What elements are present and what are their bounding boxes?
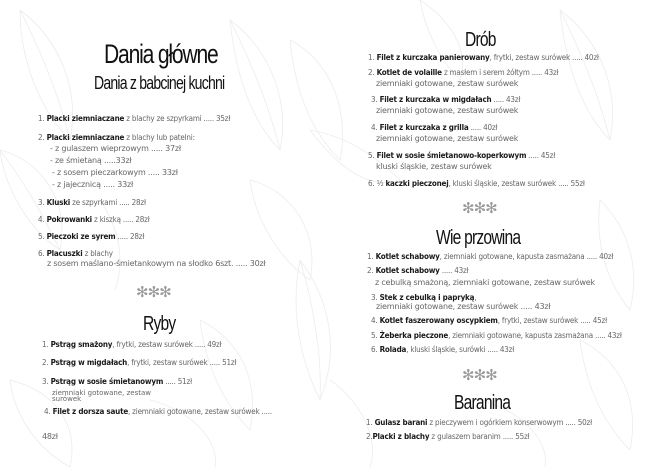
item-description: ziemniaki gotowane, zestaw <box>52 389 151 397</box>
item-name: Filet z kurczaka z grilla <box>379 123 469 132</box>
item-option: - ze śmietaną .....33zł <box>50 156 132 165</box>
item-name: Pokrowanki <box>46 215 92 224</box>
menu-item: 1. Pstrąg smażony, frytki, zestaw surówek ..... 49zł <box>42 340 222 349</box>
item-description: surówek <box>52 395 82 403</box>
item-option: - z jajecznicą ..... 33zł <box>52 180 134 189</box>
item-name: Żeberka pieczone <box>379 331 449 340</box>
item-name: Placki ziemniaczane <box>46 114 125 123</box>
menu-item: 4. Filet z dorsza saute, ziemniaki gotowane, zestaw surówek ..... <box>44 407 272 416</box>
item-description: ziemniaki gotowane, zestaw surówek <box>376 79 519 88</box>
item-name: Pstrąg w migdałach <box>50 358 128 367</box>
menu-item: 5. Filet w sosie śmietanowo-koperkowym ..... 45zł <box>368 151 556 160</box>
menu-item: 2. Placki ziemniaczane z blachy lub patelni: <box>38 133 195 142</box>
item-description: kluski śląskie, zestaw surówek <box>376 162 492 171</box>
menu-item: 5. Pieczoki ze syrem ..... 28zł <box>38 232 145 241</box>
menu-item: 2.Placki z blachy z gulaszem baranim ..... 55zł <box>366 432 530 441</box>
item-name: Kluski <box>46 198 71 207</box>
menu-item: 6. Placuszki z blachy <box>38 249 113 258</box>
menu-item: 4. Kotlet faszerowany oscypkiem, frytki, zestaw surówek ..... 45zł <box>371 316 607 325</box>
item-name: Gulasz barani <box>374 418 428 427</box>
menu-item: 2. Kotlet de volaille z masłem i serem żółtym ..... 43zł <box>368 68 559 77</box>
menu-item: 2. Pstrąg w migdałach, frytki, zestaw surówek ..... 51zł <box>42 358 237 367</box>
section-title-drob: Drób <box>465 29 496 51</box>
item-name: Pieczoki ze syrem <box>46 232 116 241</box>
menu-item: 6. Rolada, kluski śląskie, surówki ..... 43zł <box>371 345 515 354</box>
section-title-ryby: Ryby <box>143 313 176 335</box>
menu-item: 3. Pstrąg w sosie śmietanowym ..... 51zł <box>42 377 192 386</box>
menu-item: 4. Filet z kurczaka z grilla ..... 40zł <box>371 123 498 132</box>
item-name: Kotlet de volaille <box>376 68 442 77</box>
item-name: Stek z cebulką i papryką <box>379 293 475 302</box>
menu-item: 1. Placki ziemniaczane z blachy ze szpyrkami ..... 35zł <box>38 114 231 123</box>
item-name: Kotlet schabowy <box>375 266 440 275</box>
item-description: ziemniaki gotowane, zestaw surówek ..... 43zł <box>376 302 551 311</box>
page-title: Dania główne <box>104 39 218 69</box>
item-name: Placki ziemniaczane <box>46 133 125 142</box>
item-name: Kotlet faszerowany oscypkiem <box>379 316 498 325</box>
menu-item: 1. Kotlet schabowy, ziemniaki gotowane, kapusta zasmażana ..... 40zł <box>367 252 614 261</box>
menu-item: 4. Pokrowanki z kiszką ..... 28zł <box>38 215 150 224</box>
menu-item: 6. ½ kaczki pieczonej, kluski śląskie, zestaw surówek ..... 55zł <box>368 179 585 188</box>
menu-item: 3. Kluski ze szpyrkami ..... 28zł <box>38 198 146 207</box>
item-name: Filet z kurczaka w migdałach <box>379 95 492 104</box>
item-name: Placuszki <box>46 249 83 258</box>
section-title-baranina: Baranina <box>454 392 511 414</box>
menu-item: 2. Kotlet schabowy ..... 43zł <box>367 266 469 275</box>
item-name: Rolada <box>379 345 407 354</box>
menu-item: 3. Stek z cebulką i papryką, <box>371 293 477 302</box>
item-description: ziemniaki gotowane, zestaw surówek <box>376 106 519 115</box>
item-name: Kotlet schabowy <box>375 252 440 261</box>
item-description: ziemniaki gotowane, zestaw surówek <box>376 134 519 143</box>
section-title-wieprzowina: Wie przowina <box>436 227 521 249</box>
star-divider-icon: ✻✻✻ <box>462 366 497 384</box>
item-option: - z sosem pieczarkowym ..... 33zł <box>52 168 178 177</box>
item-name: Filet z kurczaka panierowany <box>376 53 490 62</box>
item-name: Filet z dorsza saute <box>52 407 129 416</box>
right-page <box>323 0 646 467</box>
star-divider-icon: ✻✻✻ <box>136 283 171 301</box>
item-description: z cebulką smażoną, ziemniaki gotowane, zestaw surówek <box>375 278 595 287</box>
item-name: Placki z blachy <box>372 432 430 441</box>
menu-item: 1. Filet z kurczaka panierowany, frytki, zestaw surówek ..... 40zł <box>368 53 599 62</box>
menu-item: 5. Żeberka pieczone, ziemniaki gotowane, kapusta zasmażana ..... 43zł <box>371 331 622 340</box>
item-description: z sosem maślano-śmietankowym na słodko 6szt. ..... 30zł <box>47 259 266 268</box>
item-name: Filet w sosie śmietanowo-koperkowym <box>376 151 527 160</box>
menu-item: 3. Filet z kurczaka w migdałach ..... 43zł <box>371 95 521 104</box>
star-divider-icon: ✻✻✻ <box>462 199 497 217</box>
item-option: - z gulaszem wieprzowym ..... 37zł <box>50 144 181 153</box>
item-price: 48zł <box>42 432 58 441</box>
menu-item: 1. Gulasz barani z pieczywem i ogórkiem konserwowym ..... 50zł <box>366 418 592 427</box>
page-subtitle: Dania z babcinej kuchni <box>94 73 225 93</box>
item-name: Pstrąg smażony <box>50 340 113 349</box>
item-name: kaczki pieczonej <box>385 179 449 188</box>
item-name: Pstrąg w sosie śmietanowym <box>50 377 164 386</box>
